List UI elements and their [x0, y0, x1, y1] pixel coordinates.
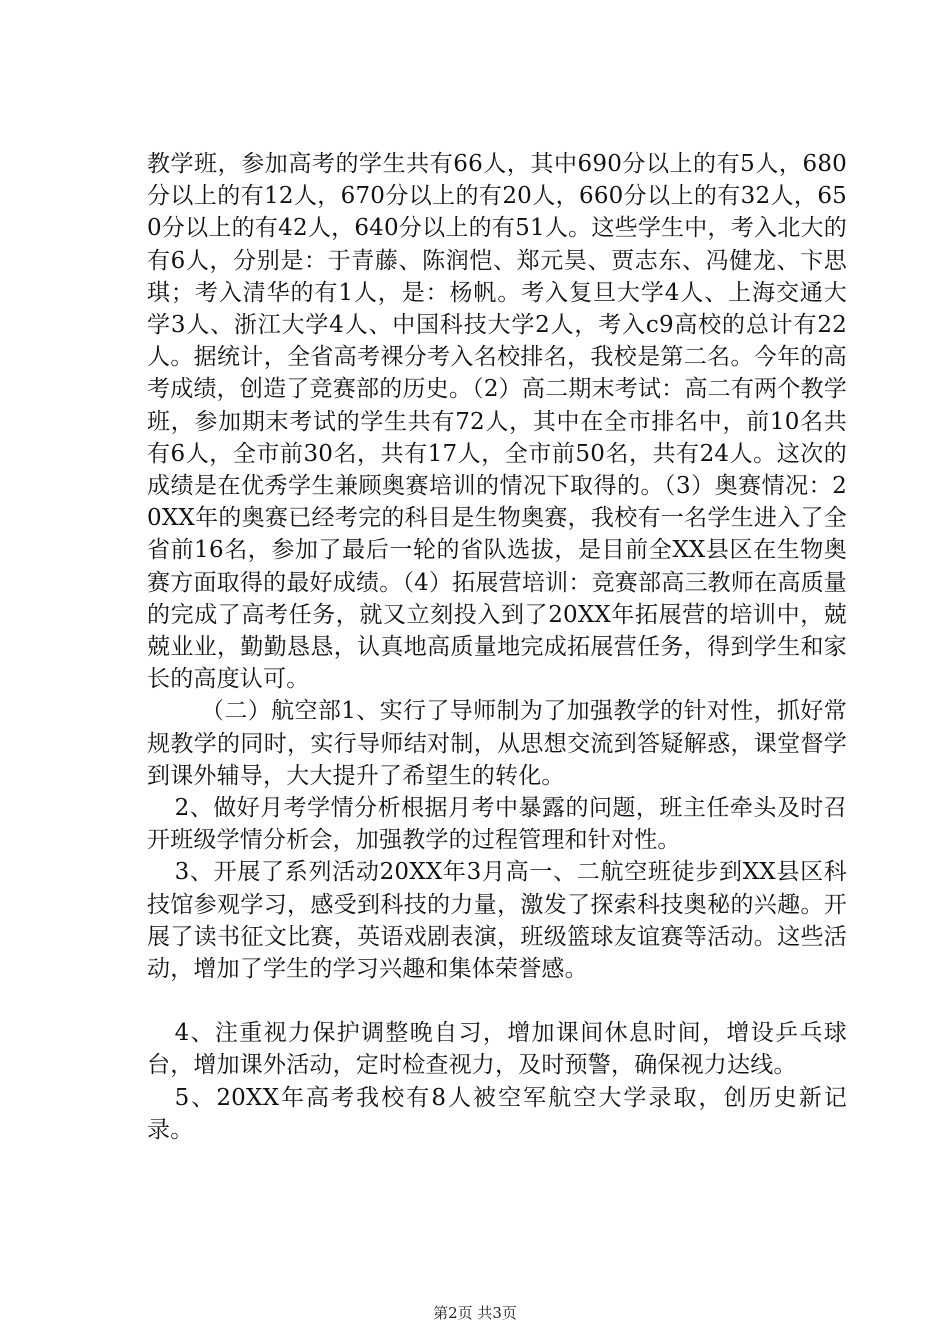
page-number-footer: 第2页 共3页 [433, 1304, 517, 1322]
paragraph-aviation-tutor-system: （二）航空部1、实行了导师制为了加强教学的针对性，抓好常规教学的同时，实行导师结对制，从思想交流到答疑解惑，课堂督学到课外辅导，大大提升了希望生的转化。 [147, 698, 847, 789]
paragraph-eyesight-protection: 4、注重视力保护调整晚自习，增加课间休息时间，增设乒乓球台，增加课外活动，定时检查视力，及时预警，确保视力达线。 [147, 1020, 847, 1079]
paragraph-series-activities: 3、开展了系列活动20XX年3月高一、二航空班徒步到XX县区科技馆参观学习，感受到科技的力量，激发了探索科技奥秘的兴趣。开展了读书征文比赛，英语戏剧表演，班级篮球友谊赛等活动。这些活动，增加了学生的学习兴趣和集体荣誉感。 [147, 859, 847, 983]
document-body [147, 148, 847, 1146]
paragraph-competition-results: 教学班，参加高考的学生共有66人，其中690分以上的有5人，680分以上的有12人，670分以上的有20人，660分以上的有32人，650分以上的有42人，640分以上的有51人。这些学生中，考入北大的有6人，分别是：于青藤、陈润恺、郑元昊、贾志东、冯健龙、卞思琪；考入清华的有1人，是：杨帆。考入复旦大学4人、上海交通大学3人、浙江大学4人、中国科技大学2人，考入c9高校的总计有22人。据统计，全省高考裸分考入名校排名，我校是第二名。今年的高考成绩，创造了竞赛部的历史。（2）高二期末考试：高二有两个教学班，参加期末考试的学生共有72人，其中在全市排名中，前10名共有6人，全市前30名，共有17人，全市前50名，共有24人。这次的成绩是在优秀学生兼顾奥赛培训的情况下取得的。（3）奥赛情况：20XX年的奥赛已经考完的科目是生物奥赛，我校有一名学生进入了全省前16名，参加了最后一轮的省队选拔，是目前全XX县区在生物奥赛方面取得的最好成绩。（4）拓展营培训：竞赛部高三教师在高质量的完成了高考任务，就又立刻投入到了20XX年拓展营的培训中，兢兢业业，勤勤恳恳，认真地高质量地完成拓展营任务，得到学生和家长的高度认可。 [147, 151, 847, 693]
paragraph-air-force-admission: 5、20XX年高考我校有8人被空军航空大学录取，创历史新记录。 [147, 1084, 847, 1143]
paragraph-monthly-exam-analysis: 2、做好月考学情分析根据月考中暴露的问题，班主任牵头及时召开班级学情分析会，加强教学的过程管理和针对性。 [147, 795, 847, 854]
